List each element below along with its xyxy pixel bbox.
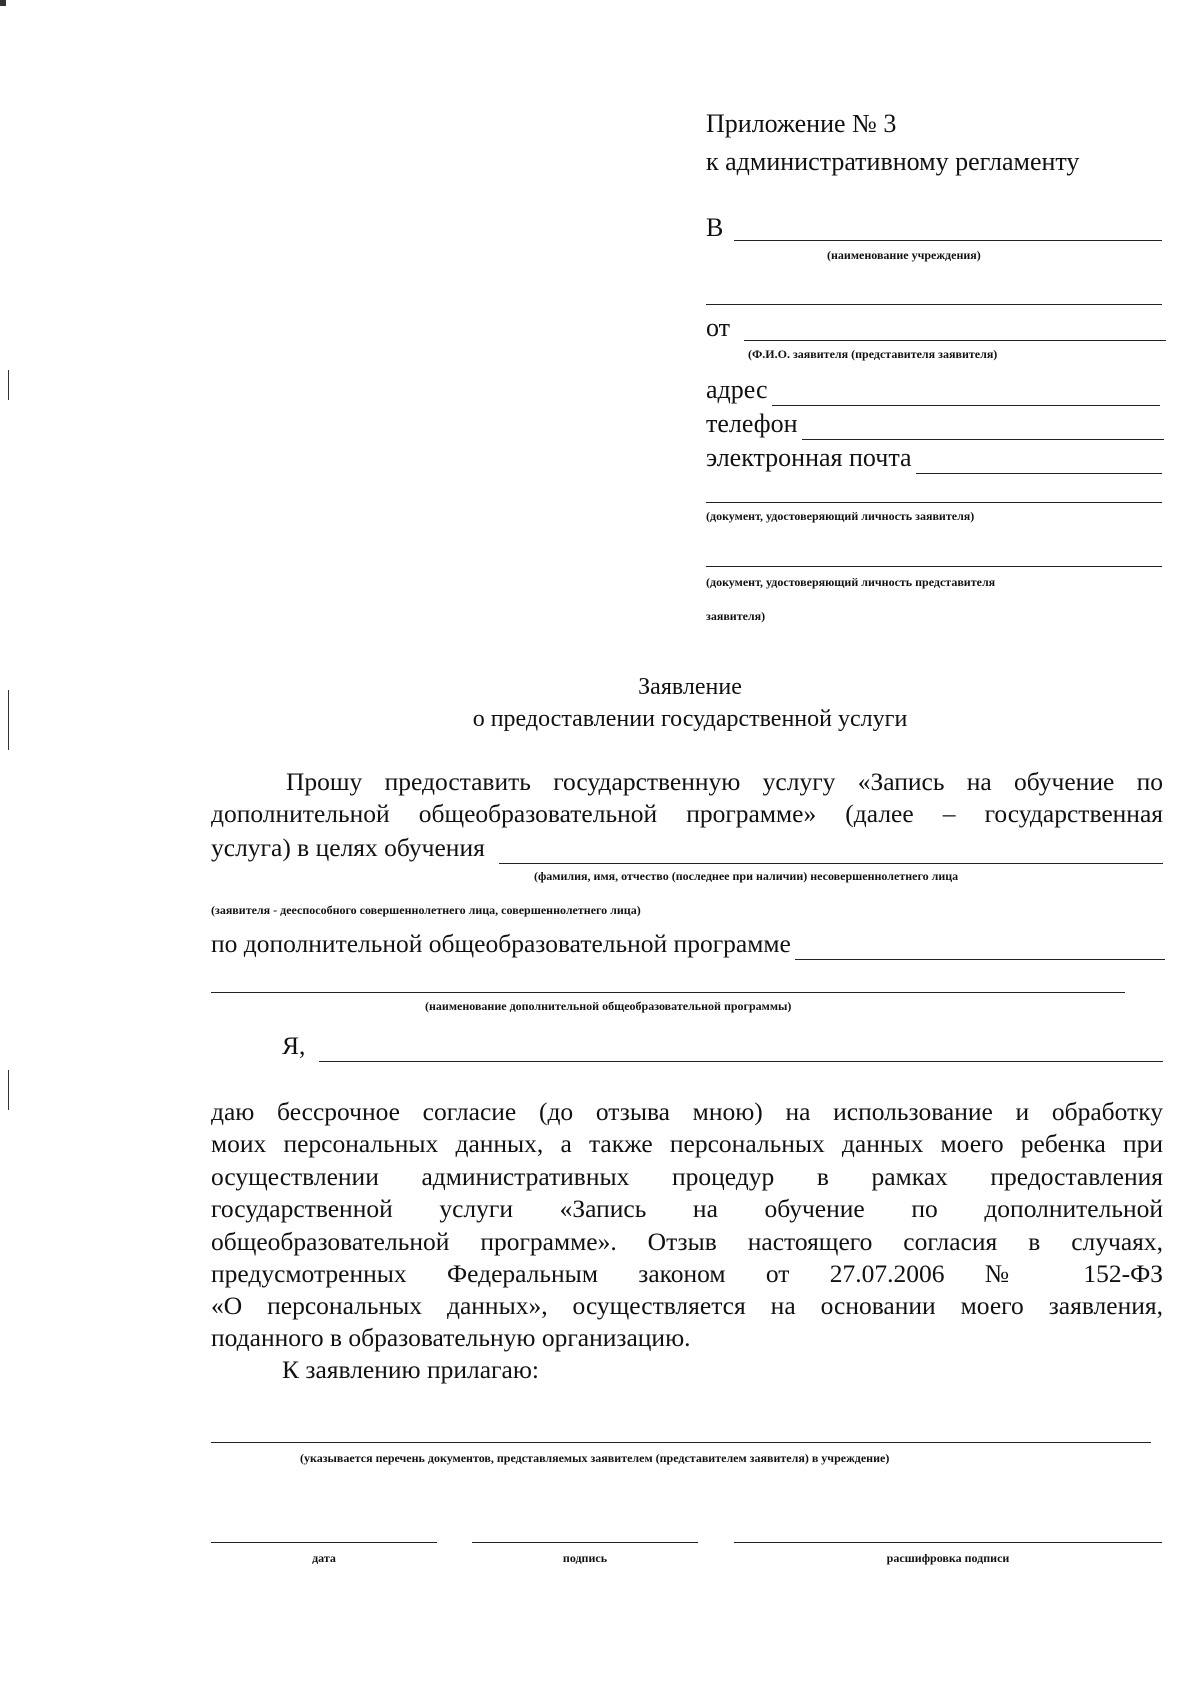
study-purpose-label: услуга) в целях обучения [211,833,485,862]
program-caption: (наименование дополнительной общеобразовательной программы) [425,999,792,1013]
applicant-name-field[interactable] [744,340,1166,341]
student-name-caption-cont: (заявителя - дееспособного совершеннолетнего лица, совершеннолетнего лица) [211,903,641,917]
address-label: адрес [706,375,768,404]
i-label: Я, [282,1031,306,1060]
consent-line: общеобразовательной программе». Отзыв настоящего согласия в случаях, [211,1227,1163,1256]
consent-line: моих персональных данных, а также персональных данных моего ребенка при [211,1129,1163,1158]
to-prefix: В [706,213,724,242]
consent-line: предусмотренных Федеральным законом от 27.07.2006 № 152-ФЗ [211,1259,1163,1288]
signature-field[interactable] [472,1542,698,1543]
appendix-number: Приложение № 3 [706,109,897,138]
scan-corner-mark [0,0,6,6]
address-field[interactable] [772,383,1161,406]
address-row [706,374,1160,406]
date-field[interactable] [211,1542,437,1543]
signature-decode-caption: расшифровка подписи [886,1551,1010,1565]
regulation-reference: к административному регламенту [706,147,1080,176]
institution-field-line2[interactable] [706,304,1162,305]
rep-document-caption: (документ, удостоверяющий личность представителя [706,575,996,589]
consent-person-field[interactable] [319,1039,1163,1062]
scan-edge-mark [8,1070,9,1110]
phone-field[interactable] [802,417,1165,440]
student-name-field[interactable] [499,841,1163,864]
consent-line: «О персональных данных», осуществляется на основании моего заявления, [211,1291,1163,1320]
email-field[interactable] [916,451,1162,474]
from-prefix: от [706,313,731,342]
consent-person-row [282,1030,1163,1062]
phone-row [706,408,1164,440]
consent-line: даю бессрочное согласие (до отзыва мною) на использование и обработку [211,1097,1163,1126]
rep-document-field[interactable] [706,566,1162,567]
student-name-caption: (фамилия, имя, отчество (последнее при наличии) несовершеннолетнего лица [534,869,959,883]
institution-caption: (наименование учреждения) [827,248,981,262]
rep-document-caption-cont: заявителя) [706,609,766,623]
document-title: Заявление [638,674,742,700]
request-line-1: Прошу предоставить государственную услугу «Запись на обучение по [286,767,1163,796]
email-label: электронная почта [706,443,912,472]
document-subtitle: о предоставлении государственной услуги [472,706,908,732]
attachments-caption: (указывается перечень документов, представляемых заявителем (представителем заявителя) в учреждение) [300,1451,890,1465]
consent-line: осуществлении административных процедур в рамках предоставления [211,1162,1163,1191]
id-document-caption: (документ, удостоверяющий личность заявителя) [706,509,975,523]
request-line-3 [211,832,1163,864]
signature-caption: подпись [562,1551,608,1565]
attachments-label: К заявлению прилагаю: [282,1355,539,1384]
request-line-2: дополнительной общеобразовательной программе» (далее – государственная [211,799,1163,828]
program-field-line2[interactable] [211,992,1125,993]
institution-field[interactable] [734,240,1162,241]
phone-label: телефон [706,409,798,438]
consent-line: государственной услуги «Запись на обучение по дополнительной [211,1194,1163,1223]
scan-edge-mark [8,370,9,400]
program-row [211,928,1165,960]
consent-line: поданного в образовательную организацию. [211,1323,691,1352]
date-caption: дата [312,1551,336,1565]
program-label: по дополнительной общеобразовательной программе [211,929,791,958]
id-document-field[interactable] [706,502,1162,503]
program-field[interactable] [795,937,1165,960]
email-row [706,442,1162,474]
attachments-field[interactable] [211,1442,1151,1443]
applicant-caption: (Ф.И.О. заявителя (представителя заявителя) [748,347,998,361]
signature-decode-field[interactable] [734,1542,1162,1543]
